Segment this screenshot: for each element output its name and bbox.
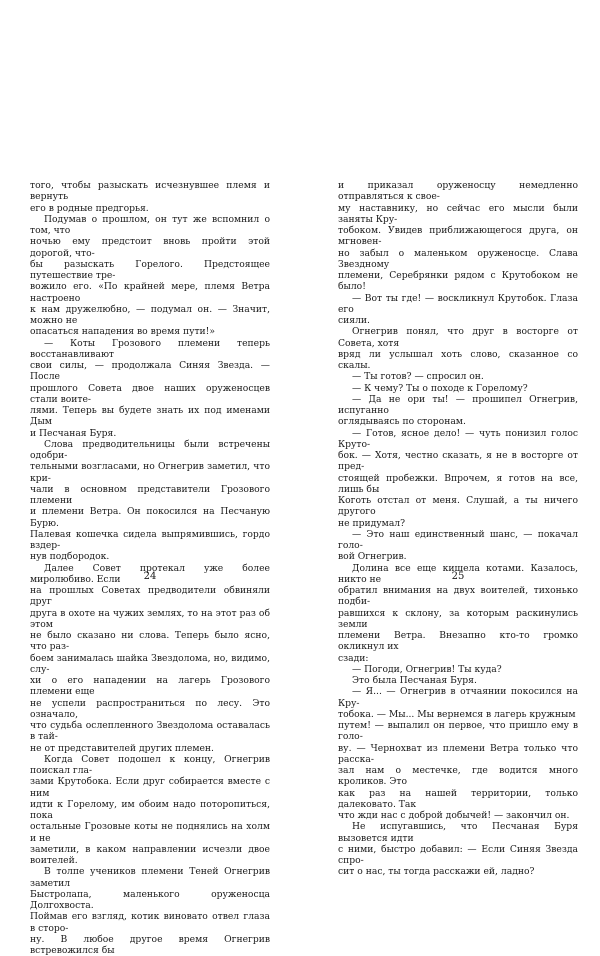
left-paragraph-5: Далее Совет протекал уже более миролюбиво. Если на прошлых Советах предводители обвиняли друг друга в охоте на чужих землях, то на этот раз об этом не было сказано ни слова. Теперь было ясно, что раз- боем занималась шайка Звездолома, но, видимо, слу- хи о его нападении на лагерь Грозового племени еще не успели распространиться по лесу. Это означало, что судьба ослепленного Звездолома оставалась в тай- не от представителей других племен. [30, 562, 270, 754]
left-paragraph-6: Когда Совет подошел к концу, Огнегрив поискал гла- зами Крутобока. Если друг собирается вместе с ним идти к Горелому, им обоим надо поторопиться, пока остальные Грозовые коты не поднялись на холм и не заметили, в каком направлении исчезли двое воителей. [30, 753, 270, 866]
left-page [30, 180, 270, 956]
right-paragraph-13: Не испугавшись, что Песчаная Буря вызовется идти с ними, быстро добавил: — Если Синяя Звезда спро- сит о нас, ты тогда расскажи ей, ладно? [338, 821, 578, 878]
right-page-number: 25 [451, 571, 465, 582]
left-paragraph-7: В толпе учеников племени Теней Огнегрив заметил Быстролапа, маленького оруженосца Долгохвоста. Поймав его взгляд, котик виновато отвел глаза в сторо- ну. В любое другое время Огнегрив встревожился бы [30, 866, 270, 956]
left-paragraph-4: Слова предводительницы были встречены одобри- тельными возгласами, но Огнегрив заметил, что кри- чали в основном представители Грозового племени и племени Ветра. Он покосился на Песчаную Бурю. Палевая кошечка сидела выпрямившись, гордо вздер- нув подбородок. [30, 438, 270, 563]
left-paragraph-2: Подумав о прошлом, он тут же вспомнил о том, что ночью ему предстоит вновь пройти этой дорогой, что- бы разыскать Горелого. Предстоящее путешествие тре- вожило его. «По крайней мере, племя Ветра настроено к нам дружелюбно, — подумал он. — Значит, можно не опасаться нападения во время пути!» [30, 213, 270, 338]
right-paragraph-5: — К чему? Ты о походе к Горелому? [352, 382, 528, 394]
left-paragraph-3: — Коты Грозового племени теперь восстанавливают свои силы, — продолжала Синяя Звезда. — После прошлого Совета двое наших оруженосцев стали воите- лями. Теперь вы будете знать их под именами Дым и Песчаная Буря. [30, 337, 270, 439]
right-paragraph-3: Огнегрив понял, что друг в восторге от Совета, хотя вряд ли услышал хоть слово, сказанное со скалы. [338, 326, 578, 371]
right-paragraph-6: — Да не ори ты! — прошипел Огнегрив, испуганно оглядываясь по сторонам. [338, 393, 578, 428]
right-paragraph-4: — Ты готов? — спросил он. [352, 371, 484, 383]
right-paragraph-8: — Это наш единственный шанс, — покачал голо- вой Огнегрив. [338, 528, 578, 563]
right-paragraph-9: Долина все еще кишела котами. Казалось, никто не обратил внимания на двух воителей, тихонько подби- равшихся к склону, за которым раскинулись земли племени Ветра. Внезапно кто-то громко окликнул их сзади: [338, 562, 578, 664]
left-page-number: 24 [143, 571, 157, 582]
right-page [338, 180, 578, 878]
right-paragraph-7: — Готов, ясное дело! — чуть понизил голос Круто- бок. — Хотя, честно сказать, я не в восторге от пред- стоящей пробежки. Впрочем, я готов на все, лишь бы Коготь отстал от меня. Слушай, а ты ничего другого не придумал? [338, 427, 578, 529]
right-paragraph-12: — Я... — Огнегрив в отчаянии покосился на Кру- тобока. — Мы... Мы вернемся в лагерь кружным путем! — выпалил он первое, что пришло ему в голо- ву. — Чернохват из племени Ветра только что расска- зал нам о местечке, где водится много кроликов. Это как раз на нашей территории, только далековато. Так что жди нас с доброй добычей! — закончил он. [338, 686, 578, 821]
right-paragraph-1: и приказал оруженосцу немедленно отправляться к свое- му наставнику, но сейчас его мысли были заняты Кру- тобоком. Увидев приближающегося друга, он мгновен- но забыл о маленьком оруженосце. Слава Звездному племени, Серебрянки рядом с Крутобоком не было! [338, 180, 578, 293]
left-paragraph-1: того, чтобы разыскать исчезнувшее племя и вернуть его в родные предгорья. [30, 180, 270, 214]
right-paragraph-10: — Погоди, Огнегрив! Ты куда? [352, 663, 502, 675]
right-paragraph-2: — Вот ты где! — воскликнул Крутобок. Глаза его сияли. [338, 292, 578, 326]
right-paragraph-11: Это была Песчаная Буря. [352, 675, 477, 686]
